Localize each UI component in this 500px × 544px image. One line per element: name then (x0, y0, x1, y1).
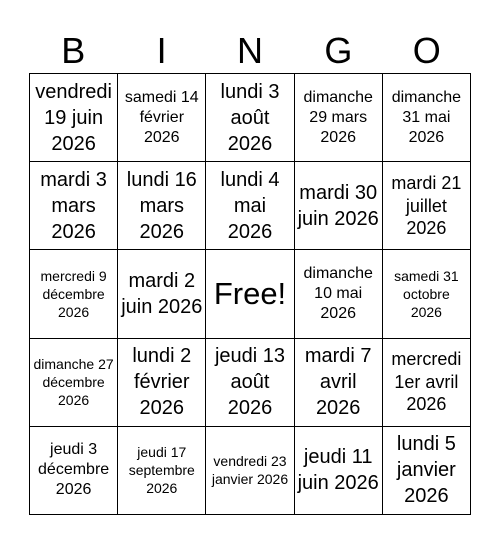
bingo-cell[interactable]: vendredi 19 juin 2026 (30, 74, 118, 162)
bingo-cell[interactable]: dimanche 10 mai 2026 (295, 250, 383, 338)
header-letter-i: I (156, 30, 167, 71)
header-letter-o: O (412, 30, 441, 71)
bingo-cell[interactable]: mardi 7 avril 2026 (295, 339, 383, 427)
bingo-cell[interactable]: lundi 2 février 2026 (118, 339, 206, 427)
bingo-header (29, 26, 471, 76)
bingo-cell[interactable]: jeudi 17 septembre 2026 (118, 427, 206, 515)
bingo-cell[interactable]: jeudi 3 décembre 2026 (30, 427, 118, 515)
header-letter-g: G (324, 30, 353, 71)
bingo-cell[interactable]: dimanche 29 mars 2026 (295, 74, 383, 162)
bingo-card (29, 73, 471, 515)
bingo-cell[interactable]: vendredi 23 janvier 2026 (206, 427, 294, 515)
bingo-cell[interactable]: lundi 5 janvier 2026 (383, 427, 471, 515)
bingo-cell[interactable]: mardi 30 juin 2026 (295, 162, 383, 250)
bingo-cell[interactable]: lundi 4 mai 2026 (206, 162, 294, 250)
free-space[interactable]: Free! (206, 250, 294, 338)
bingo-cell[interactable]: samedi 31 octobre 2026 (383, 250, 471, 338)
bingo-cell[interactable]: lundi 3 août 2026 (206, 74, 294, 162)
header-letter-n: N (236, 30, 263, 71)
bingo-cell[interactable]: mercredi 1er avril 2026 (383, 339, 471, 427)
bingo-cell[interactable]: dimanche 31 mai 2026 (383, 74, 471, 162)
bingo-cell[interactable]: samedi 14 février 2026 (118, 74, 206, 162)
bingo-cell[interactable]: jeudi 13 août 2026 (206, 339, 294, 427)
bingo-cell[interactable]: mardi 2 juin 2026 (118, 250, 206, 338)
bingo-cell[interactable]: mercredi 9 décembre 2026 (30, 250, 118, 338)
bingo-cell[interactable]: dimanche 27 décembre 2026 (30, 339, 118, 427)
bingo-cell[interactable]: mardi 3 mars 2026 (30, 162, 118, 250)
bingo-cell[interactable]: lundi 16 mars 2026 (118, 162, 206, 250)
bingo-cell[interactable]: jeudi 11 juin 2026 (295, 427, 383, 515)
header-letter-b: B (61, 30, 86, 71)
bingo-cell[interactable]: mardi 21 juillet 2026 (383, 162, 471, 250)
